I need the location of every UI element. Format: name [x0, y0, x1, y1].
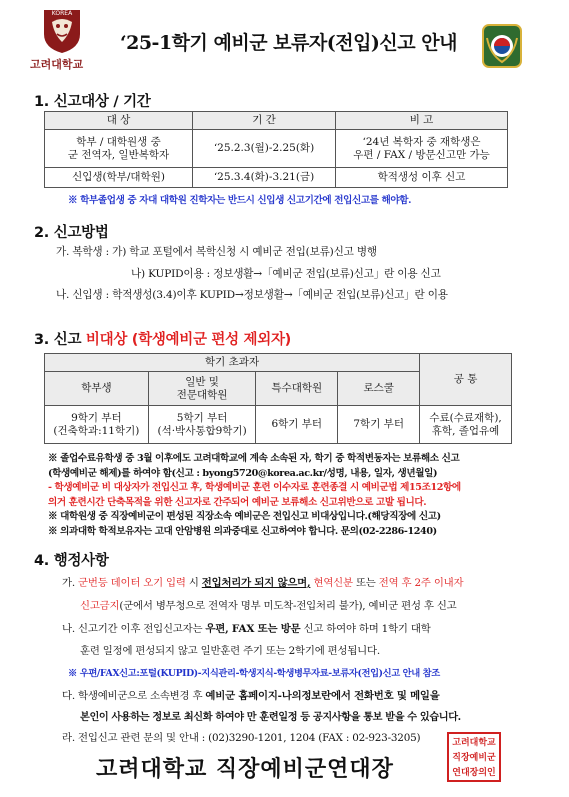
page-title: ‘25-1학기 예비군 보류자(전입)신고 안내 — [120, 32, 457, 54]
admin-item-a-line2: 신고금지(군에서 병무청으로 전역자 명부 미도착-전입처리 불가), 예비군 편성 후 신고 — [80, 600, 457, 612]
section3-table — [44, 353, 512, 444]
section2-heading: 2. 신고방법 — [34, 225, 109, 241]
section1-table — [44, 111, 508, 188]
blue-note: ※ 우편/FAX신고:포털(KUPID)-지식관리-학생지식-학생병무자료-보류자(전입)신고 안내 참조 — [68, 668, 440, 679]
method-line: 나) KUPID이용 : 정보생활→「예비군 전입(보류)신고」란 이용 신고 — [131, 268, 441, 280]
note-line: ※ 의과대학 학적보유자는 고대 안암병원 의과중대로 신고하여야 합니다. 문의(02-2286-1240) — [48, 525, 437, 537]
admin-item-d: 라. 전입신고 관련 문의 및 안내 : (02)3290-1201, 1204 (FAX : 02-923-3205) — [62, 732, 421, 744]
section3-heading: 3. 신고 비대상 (학생예비군 편성 제외자) — [34, 332, 292, 348]
admin-item-b-line2: 훈련 일정에 편성되지 않고 일반훈련 주기 또는 2학기에 편성됩니다. — [80, 645, 380, 657]
table-cell: 학적생성 이후 신고 — [336, 168, 508, 188]
col-header-target: 대 상 — [45, 112, 193, 130]
admin-item-b-line1: 나. 신고기간 이후 전입신고자는 우편, FAX 또는 방문 신고 하여야 하며 1학기 대학 — [62, 623, 431, 635]
admin-item-c-line1: 다. 학생예비군으로 소속변경 후 예비군 홈페이지-나의정보란에서 전화번호 및 메일을 — [62, 690, 440, 702]
table-cell: 6학기 부터 — [256, 406, 338, 444]
table-cell: 학부 / 대학원생 중 군 전역자, 일반복학자 — [45, 130, 193, 168]
note-line: ※ 대학원생 중 직장예비군이 편성된 직장소속 예비군은 전입신고 비대상입니다.(해당직장에 신고) — [48, 511, 441, 522]
university-name: 고려대학교 — [30, 58, 84, 71]
admin-item-a-line1: 가. 군번등 데이터 오기 입력 시 전입처리가 되지 않으며, 현역신분 또는 전역 후 2주 이내자 — [62, 577, 464, 589]
col-header: 특수대학원 — [256, 372, 338, 406]
table-cell: ‘25.2.3(월)-2.25(화) — [193, 130, 336, 168]
method-line: 가. 복학생 : 가) 학교 포털에서 복학신청 시 예비군 전입(보류)신고 병행 — [56, 246, 377, 258]
table-cell: 7학기 부터 — [338, 406, 420, 444]
group-header: 학기 초과자 — [45, 354, 420, 372]
logo-text: KOREA — [51, 10, 73, 17]
note-line: (학생예비군 해제)를 하여야 함(신고 : byong5720@korea.ac.kr/성명, 내용, 일자, 생년월일) — [48, 467, 438, 479]
col-header: 일반 및 전문대학원 — [148, 372, 256, 406]
table-cell: 수료(수료재학), 휴학, 졸업유예 — [420, 406, 512, 444]
official-seal: 고려대학교 직장예비군 연대장의인 — [447, 732, 501, 782]
section1-note: ※ 학부졸업생 중 자대 대학원 진학자는 반드시 신입생 신고기간에 전입신고를 해야함. — [68, 195, 412, 206]
col-header: 로스쿨 — [338, 372, 420, 406]
table-cell: ‘24년 복학자 중 재학생은 우편 / FAX / 방문신고만 가능 — [336, 130, 508, 168]
reserve-emblem-icon — [482, 24, 522, 68]
table-cell: 5학기 부터 (석·박사통합9학기) — [148, 406, 256, 444]
note-line-warning: 의거 훈련시간 단축목적을 위한 신고자로 간주되어 예비군 보류해소 신고위반으로 고발 됩니다. — [48, 496, 427, 508]
note-line: ※ 졸업수료유학생 중 3월 이후에도 고려대학교에 계속 소속된 자, 학기 중 학적변동자는 보류해소 신고 — [48, 453, 460, 464]
admin-item-c-line2: 본인이 사용하는 정보로 최신화 하여야 만 훈련일정 등 공지사항을 통보 받을 수 있습니다. — [80, 711, 461, 723]
col-header: 학부생 — [45, 372, 149, 406]
section1-heading: 1. 신고대상 / 기간 — [34, 94, 151, 110]
method-line: 나. 신입생 : 학적생성(3.4)이후 KUPID→정보생활→「예비군 전입(보류)신고」란 이용 — [56, 289, 448, 301]
section3-notes — [48, 452, 461, 539]
col-header-note: 비 고 — [336, 112, 508, 130]
university-logo — [40, 8, 84, 54]
col-header-common: 공 통 — [420, 354, 512, 406]
table-cell: 9학기 부터 (건축학과:11학기) — [45, 406, 149, 444]
note-line-warning: - 학생예비군 비 대상자가 전입신고 후, 학생예비군 훈련 이수자로 훈련종결 시 예비군법 제15조12항에 — [48, 482, 461, 493]
section4-heading: 4. 행정사항 — [34, 553, 109, 569]
col-header-period: 기 간 — [193, 112, 336, 130]
table-cell: 신입생(학부/대학원) — [45, 168, 193, 188]
footer-title: 고려대학교 직장예비군연대장 — [96, 756, 394, 782]
section3-heading-red: 비대상 (학생예비군 편성 제외자) — [85, 332, 292, 348]
table-cell: ‘25.3.4(화)-3.21(금) — [193, 168, 336, 188]
